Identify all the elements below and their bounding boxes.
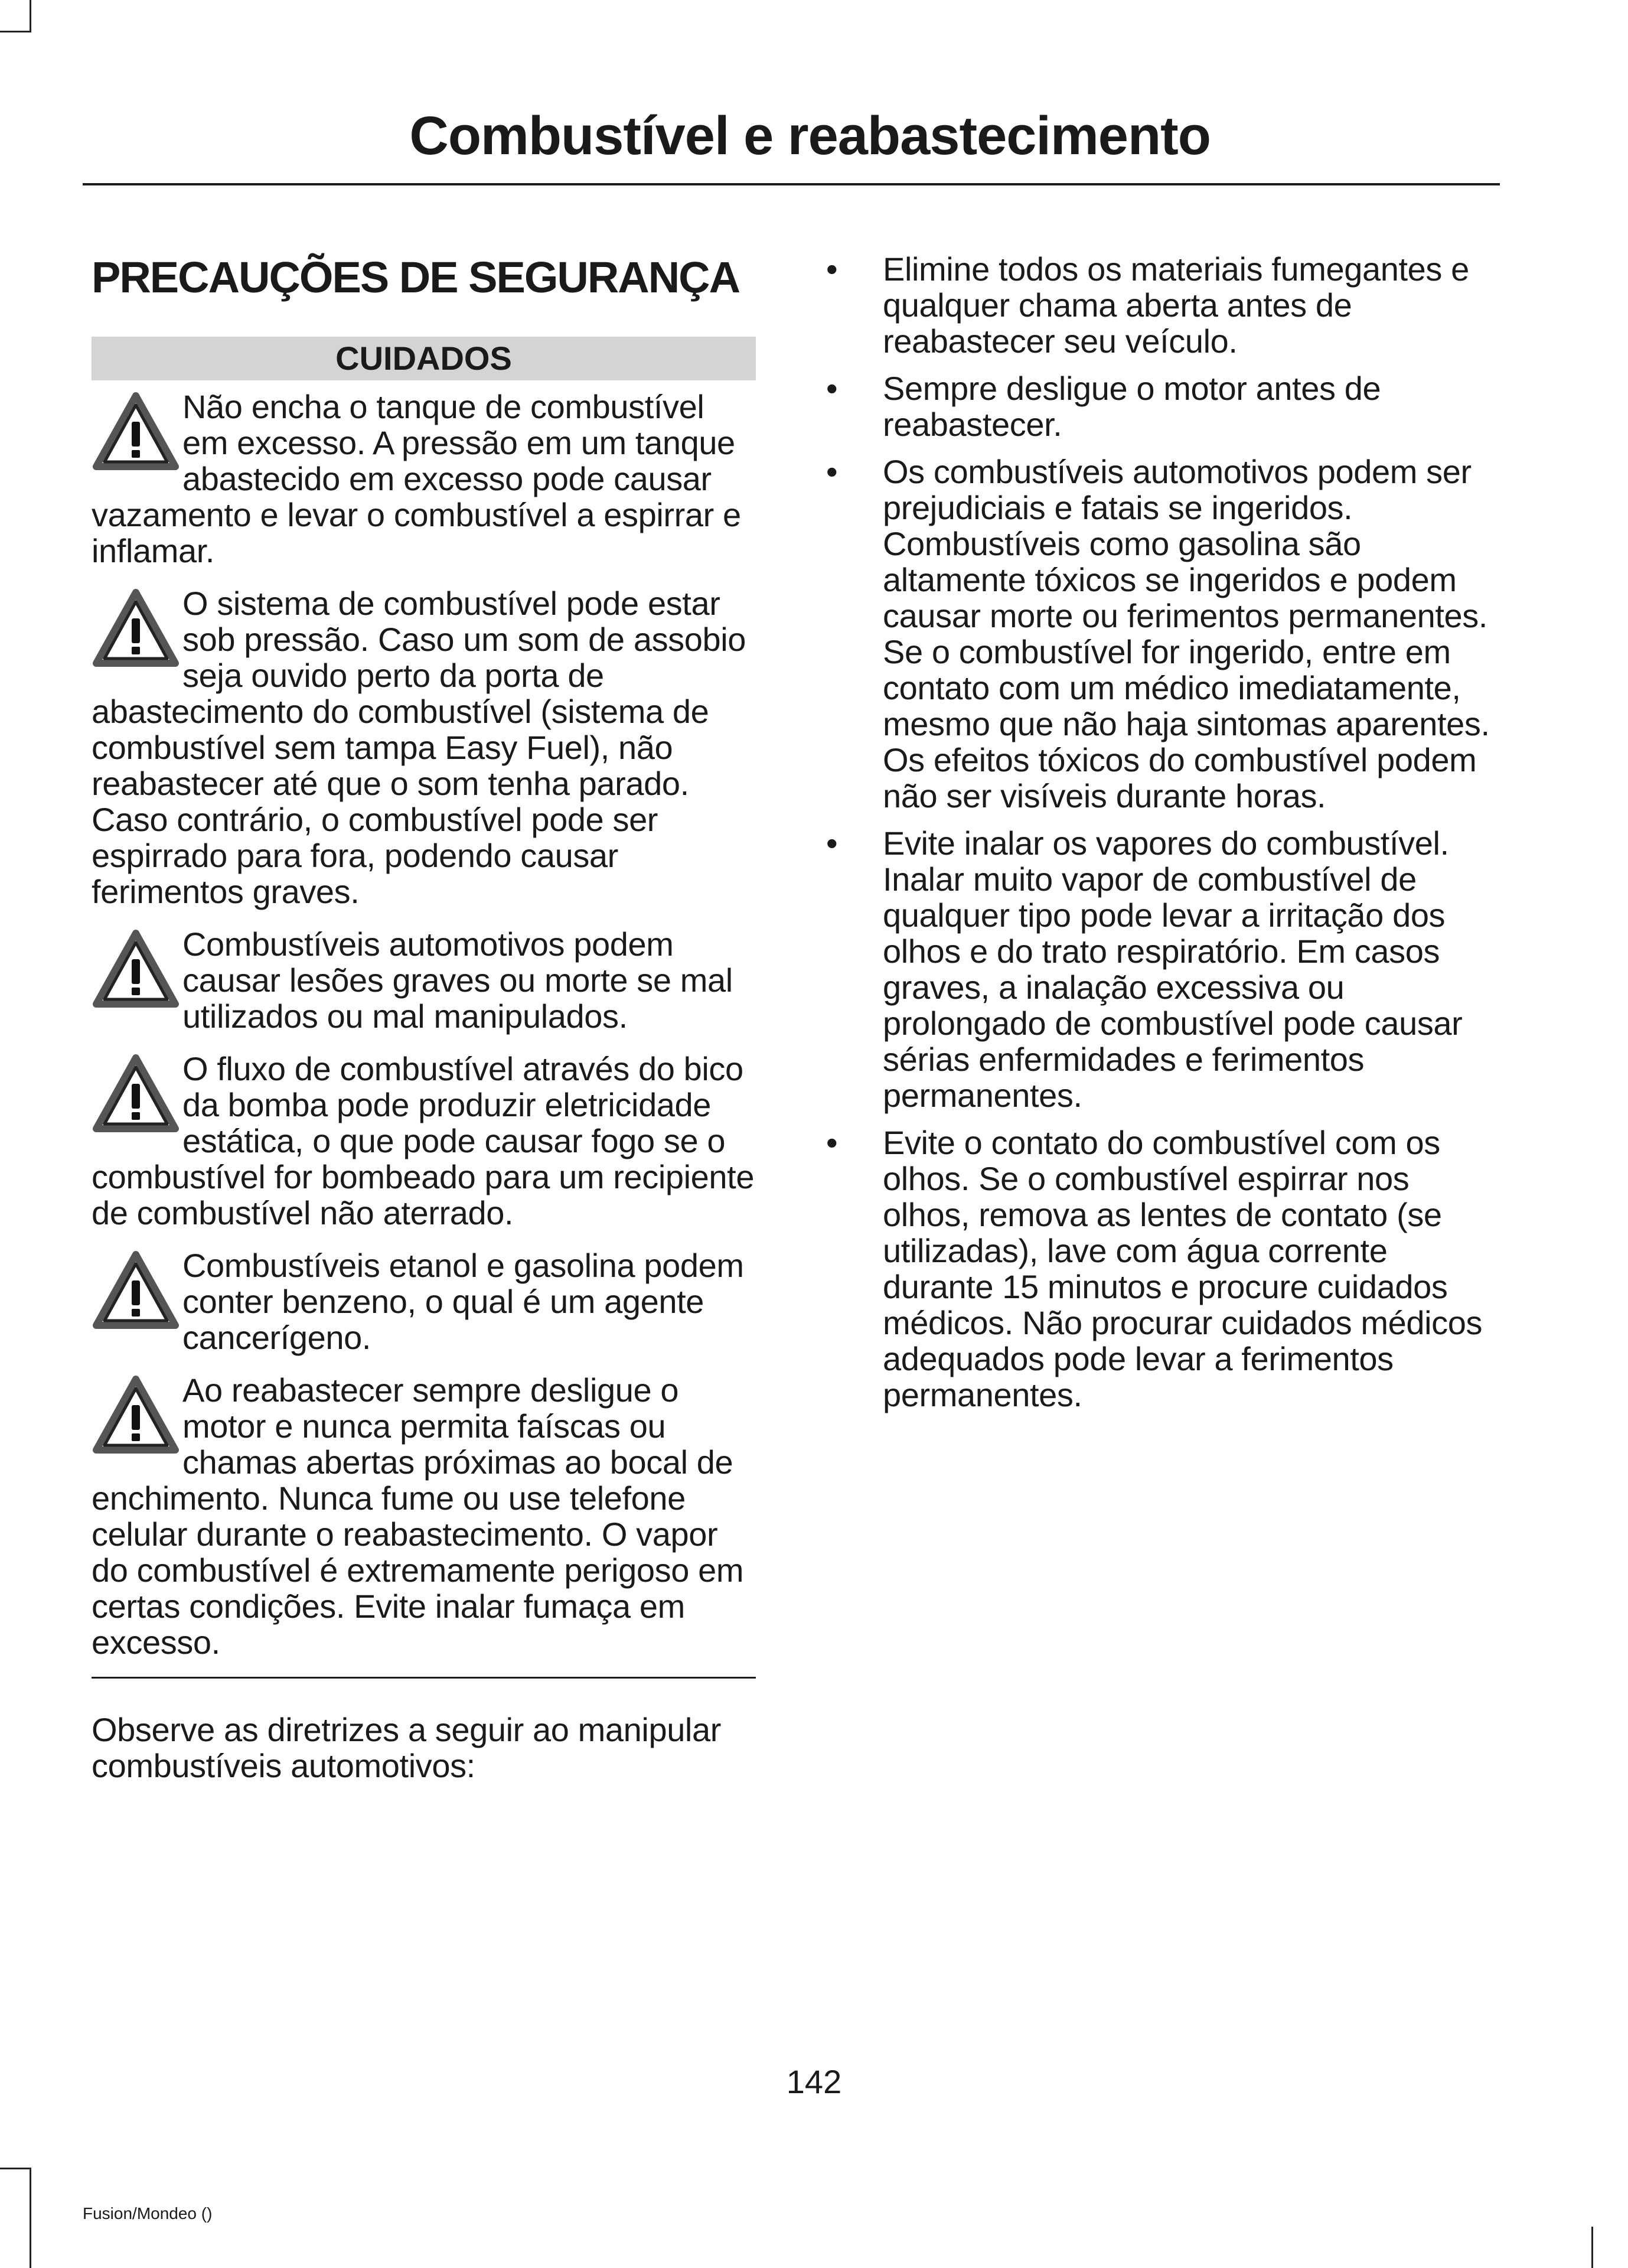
bullet-item (818, 454, 1491, 814)
warning-triangle-icon (92, 1374, 180, 1457)
crop-mark (1591, 2227, 1593, 2268)
warning-triangle-icon (92, 588, 180, 670)
page-number: 142 (786, 2063, 842, 2100)
bullet-list (818, 251, 1491, 1413)
warning-text: Não encha o tanque de combustível em excesso. A pressão em um tanque abastecido em excesso pode causar vazamento e levar o combustível a espirrar e inflamar. (92, 388, 741, 569)
bullet-text: Evite o contato do combustível com os olhos. Se o combustível espirrar nos olhos, remova as lentes de contato (se utilizadas), lave com água corrente durante 15 minutos e procure cuidados médicos. Não procurar cuidados médicos adequados pode levar a ferimentos permanentes. (883, 1124, 1483, 1413)
section-title: PRECAUÇÕES DE SEGURANÇA (92, 253, 740, 302)
warning-triangle-icon (92, 1053, 180, 1136)
bullet-item (818, 1125, 1491, 1413)
warning-triangle-icon (92, 391, 180, 474)
warning-item (92, 1247, 756, 1355)
warning-text: O fluxo de combustível através do bico da bomba pode produzir eletricidade estática, o que pode causar fogo se o combustível for bombeado para um recipiente de combustível não aterrado. (92, 1050, 755, 1231)
left-column (92, 236, 756, 1817)
crop-mark (0, 2168, 31, 2169)
warnings-end-rule (92, 1677, 756, 1679)
warning-text: Ao reabastecer sempre desligue o motor e nunca permita faíscas ou chamas abertas próximas ao bocal de enchimento. Nunca fume ou use telefone celular durante o reabastecimento. O vapor do combustível é extremamente perigoso em certas condições. Evite inalar fumaça em excesso. (92, 1371, 744, 1661)
right-column (818, 251, 1491, 1424)
warning-text: O sistema de combustível pode estar sob pressão. Caso um som de assobio seja ouvido perto da porta de abastecimento do combustível (sistema de combustível sem tampa Easy Fuel), não reabastecer até que o som tenha parado. Caso contrário, o combustível pode ser espirrado para fora, podendo causar ferimentos graves. (92, 585, 746, 910)
warning-item (92, 585, 756, 910)
bullet-item (818, 825, 1491, 1113)
warning-item (92, 389, 756, 569)
warning-text: Combustíveis etanol e gasolina podem conter benzeno, o qual é um agente cancerígeno. (182, 1247, 744, 1356)
footer-model: Fusion/Mondeo () (83, 2204, 213, 2223)
bullet-marker: • (826, 370, 838, 407)
crop-mark (30, 2168, 31, 2268)
bullet-marker: • (826, 453, 838, 490)
crop-mark (30, 0, 31, 32)
running-header: Combustível e reabastecimento (409, 106, 1211, 166)
bullet-marker: • (826, 250, 838, 288)
caution-bar: CUIDADOS (92, 337, 756, 380)
bullet-text: Evite inalar os vapores do combustível. Inalar muito vapor de combustível de qualquer tipo pode levar a irritação dos olhos e do trato respiratório. Em casos graves, a inalação excessiva ou prolongado de combustível pode causar sérias enfermidades e ferimentos permanentes. (883, 825, 1463, 1114)
warning-item (92, 926, 756, 1034)
intro-text: Observe as diretrizes a seguir ao manipular combustíveis automotivos: (92, 1711, 721, 1784)
warning-triangle-icon (92, 1250, 180, 1332)
warning-item (92, 1051, 756, 1231)
warning-item (92, 1372, 756, 1660)
bullet-item (818, 370, 1491, 442)
warning-text: Combustíveis automotivos podem causar lesões graves ou morte se mal utilizados ou mal manipulados. (182, 926, 733, 1035)
bullet-marker: • (826, 825, 838, 862)
bullet-text: Elimine todos os materiais fumegantes e qualquer chama aberta antes de reabastecer seu veículo. (883, 250, 1469, 360)
warning-triangle-icon (92, 928, 180, 1011)
header-rule (83, 183, 1500, 185)
crop-mark (0, 31, 31, 32)
bullet-marker: • (826, 1124, 838, 1161)
bullet-item (818, 251, 1491, 359)
bullet-text: Sempre desligue o motor antes de reabastecer. (883, 370, 1381, 443)
bullet-text: Os combustíveis automotivos podem ser prejudiciais e fatais se ingeridos. Combustíveis como gasolina são altamente tóxicos se ingeridos e podem causar morte ou ferimentos permanentes. Se o combustível for ingerido, entre em contato com um médico imediatamente, mesmo que não haja sintomas aparentes. Os efeitos tóxicos do combustível podem não ser visíveis durante horas. (883, 453, 1490, 814)
warning-list (92, 389, 756, 1660)
